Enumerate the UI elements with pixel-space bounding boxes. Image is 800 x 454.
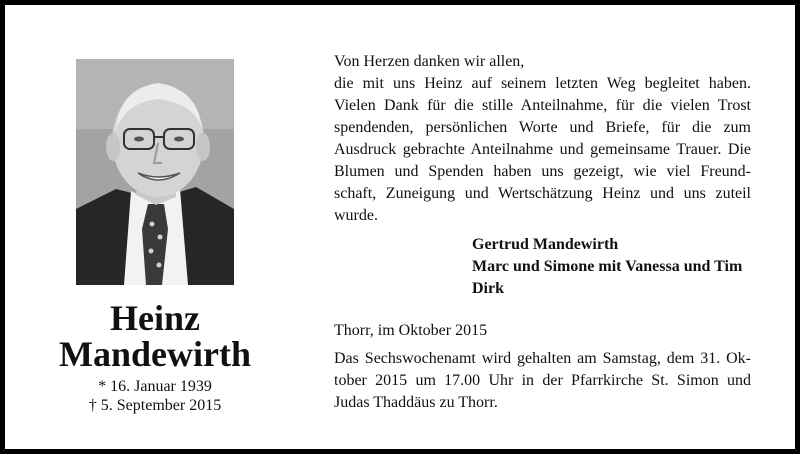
thanks-line: Ausdruck gebrachte Anteilnahme und gemeinsame Trauer. Die bbox=[334, 141, 751, 158]
thanks-line: schaft, Zuneigung und Wertschätzung Heinz und uns zuteil bbox=[334, 185, 751, 202]
thanks-line: Vielen Dank für die stille Anteilnahme, für die vielen Trost bbox=[334, 97, 751, 114]
notice-line: Das Sechswochenamt wird gehalten am Samstag, dem 31. Ok- bbox=[334, 350, 751, 367]
thanks-line: Blumen und Spenden haben uns gezeigt, wie viel Freund- bbox=[334, 163, 751, 180]
thanks-line: wurde. bbox=[334, 207, 378, 224]
notice-line: Judas Thaddäus zu Thorr. bbox=[334, 394, 498, 411]
portrait-photo bbox=[76, 59, 234, 285]
death-date: † 5. September 2015 bbox=[88, 397, 222, 414]
thanks-line: die mit uns Heinz auf seinem letzten Weg begleitet haben. bbox=[334, 75, 751, 92]
thanks-line: Von Herzen danken wir allen, bbox=[334, 53, 525, 70]
signatory: Marc und Simone mit Vanessa und Tim bbox=[472, 258, 743, 275]
signatory: Gertrud Mandewirth bbox=[472, 236, 619, 253]
place-date: Thorr, im Oktober 2015 bbox=[334, 322, 488, 339]
portrait-illustration bbox=[76, 59, 234, 285]
mass-notice bbox=[334, 348, 751, 414]
signatory: Dirk bbox=[472, 280, 504, 297]
notice-line: tober 2015 um 17.00 Uhr in der Pfarrkirche St. Simon und bbox=[334, 372, 751, 389]
birth-date: * 16. Januar 1939 bbox=[98, 378, 212, 395]
thanks-paragraph bbox=[334, 51, 751, 227]
deceased-first-name: Heinz bbox=[110, 298, 200, 338]
thanks-line: spendenden, persönlichen Worte und Briefe, für die zum bbox=[334, 119, 751, 136]
deceased-last-name: Mandewirth bbox=[59, 334, 251, 374]
